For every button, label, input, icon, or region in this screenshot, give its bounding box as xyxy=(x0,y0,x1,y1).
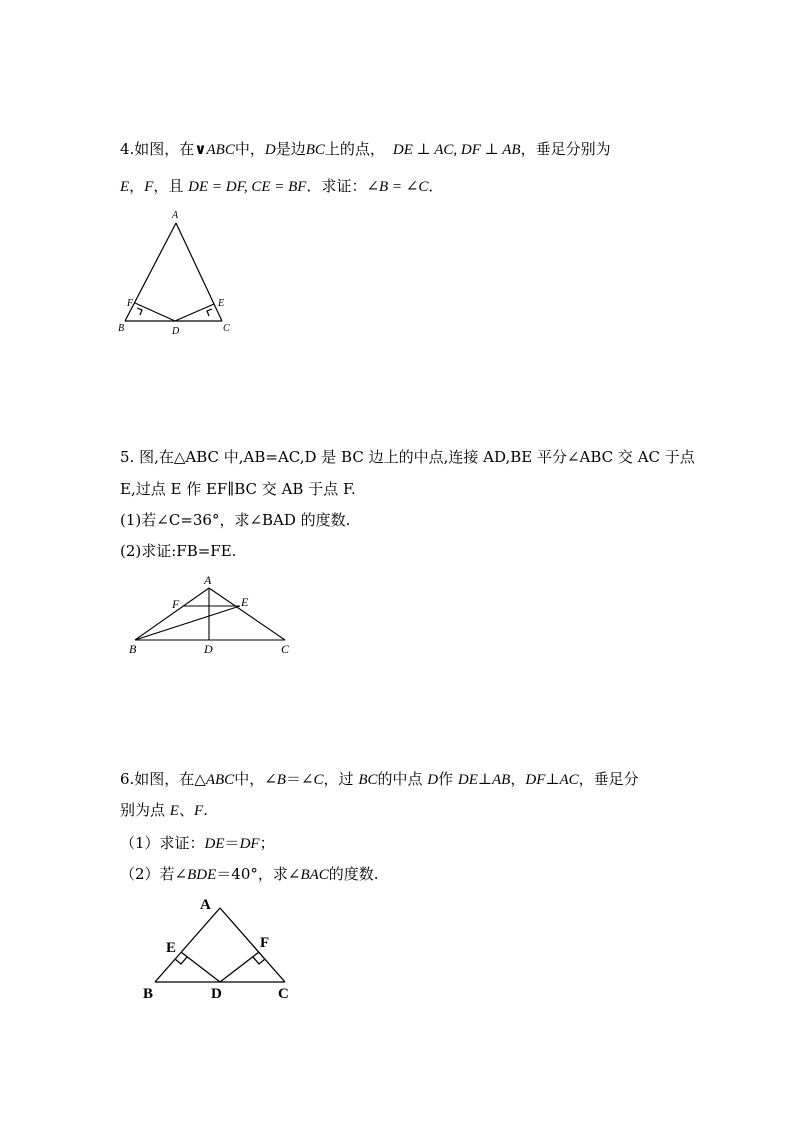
right-angle-mark-e xyxy=(207,309,212,316)
figure-problem-5 xyxy=(125,570,300,660)
problem-5-line-2: E,过点 E 作 EF∥BC 交 AB 于点 F. xyxy=(120,480,356,498)
problem-6-line-4: （2）若∠BDE＝40°，求∠BAC的度数. xyxy=(120,865,379,883)
segment-df xyxy=(220,952,259,982)
figure-problem-6 xyxy=(130,890,315,1010)
segment-ab xyxy=(155,908,220,982)
label-c: C xyxy=(281,642,290,656)
segment-ab xyxy=(135,588,209,640)
problem-5-line-3: (1)若∠C=36°，求∠BAD 的度数. xyxy=(120,511,351,529)
segment-ac xyxy=(176,223,225,321)
label-e: E xyxy=(241,595,249,609)
problem-5-line-4: (2)求证:FB=FE. xyxy=(120,542,237,560)
problem-6-line-1: 6.如图，在△ABC中，∠B＝∠C，过 BC的中点 D作 DE⊥AB，DF⊥AC，垂足分 xyxy=(120,770,639,788)
label-c: C xyxy=(223,323,230,334)
label-d: D xyxy=(204,642,213,656)
problem-6-line-2: 别为点 E、F. xyxy=(120,801,208,819)
label-d: D xyxy=(211,986,222,1002)
problem-4-line-2: E，F，且 DE = DF, CE = BF．求证：∠B = ∠C． xyxy=(120,177,444,195)
segment-de xyxy=(181,952,220,982)
label-e: E xyxy=(218,298,225,309)
right-angle-mark-f xyxy=(137,308,142,315)
figure-problem-4 xyxy=(110,205,250,340)
problem-5-line-1: 5. 图,在△ABC 中,AB=AC,D 是 BC 边上的中点,连接 AD,BE 平分∠ABC 交 AC 于点 xyxy=(120,448,695,466)
label-b: B xyxy=(129,642,137,656)
segment-ac xyxy=(220,908,285,982)
label-e: E xyxy=(166,940,177,956)
label-f: F xyxy=(172,597,180,611)
label-a: A xyxy=(200,897,211,913)
label-c: C xyxy=(278,986,289,1002)
label-f: F xyxy=(260,935,270,951)
segment-be xyxy=(135,606,240,640)
label-b: B xyxy=(143,986,154,1002)
label-b: B xyxy=(118,323,125,334)
label-f: F xyxy=(127,298,134,309)
label-d: D xyxy=(172,326,180,337)
problem-6-line-3: （1）求证：DE＝DF； xyxy=(120,834,275,852)
problem-4-line-1: 4.如图，在∨ABC中，D是边BC上的点， DE ⊥ AC, DF ⊥ AB，垂足分别为 xyxy=(120,140,611,158)
label-a: A xyxy=(204,573,212,587)
label-a: A xyxy=(172,210,179,221)
